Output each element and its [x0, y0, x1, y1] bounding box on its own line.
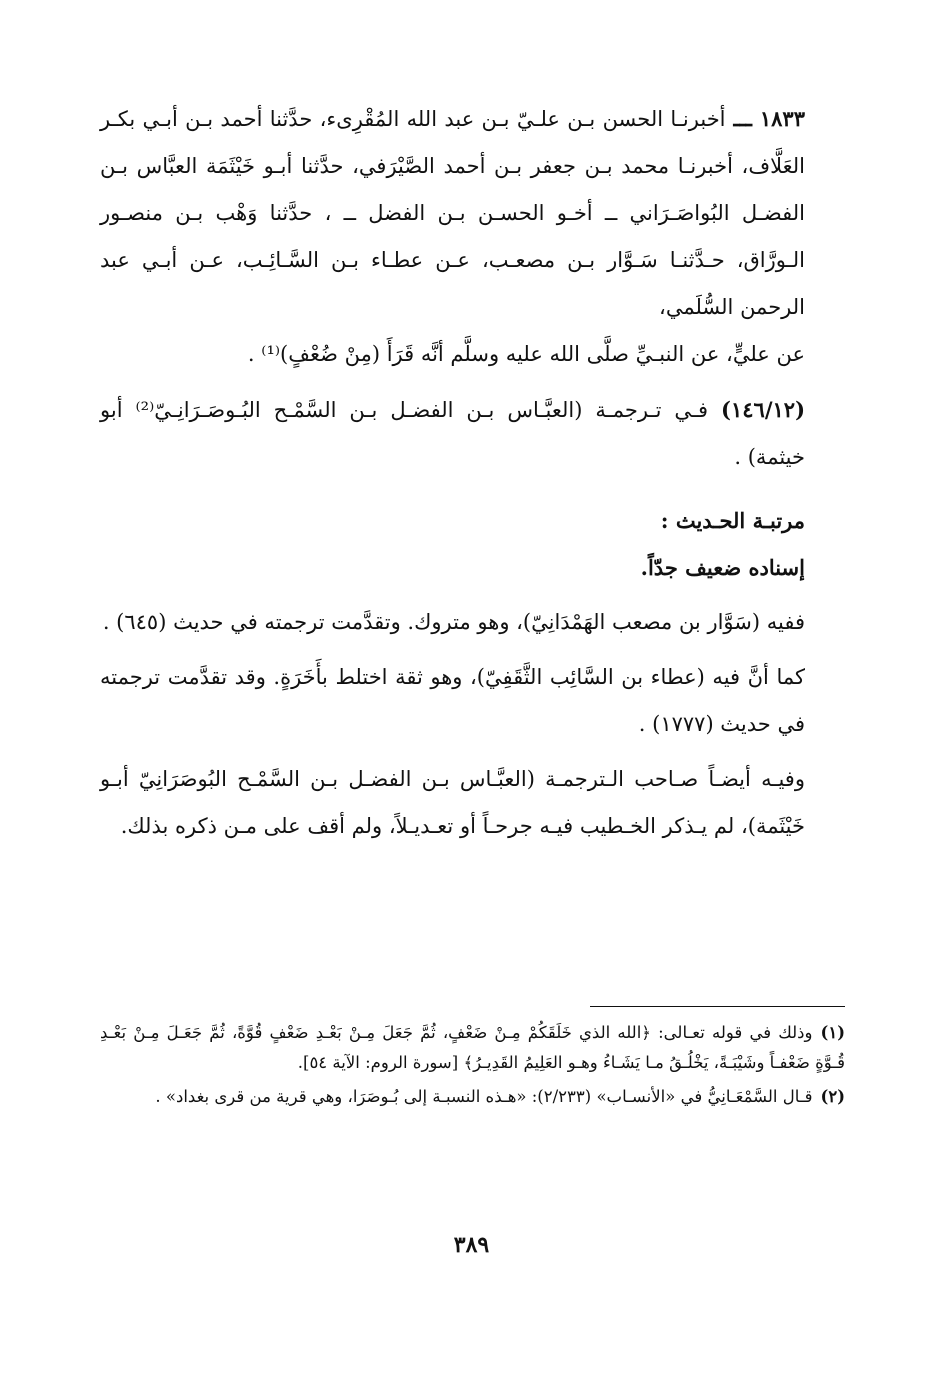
page-number: ٣٨٩ [453, 1232, 490, 1258]
reference-text: فـي تـرجمـة (العبَّـاس بـن الفضـل بـن السَّمْـح البُـوصَـرَانِـيّ⁽²⁾ أبو خيثمة) . [100, 398, 805, 469]
main-text [100, 95, 845, 850]
grading-heading: مرتبـة الحـديث : [660, 508, 805, 533]
footnote-separator [590, 1006, 845, 1007]
grading-paragraph-3: وفيـه أيضـاً صـاحب الـترجمـة (العبَّـاس بـن الفضـل بـن السَّمْـح البُوصَرَانِيّ أبـو خَيْثَمة)، لم يـذكر الخـطيب فيـه جرحـاً أو تعـديـلاً، ولم أقف على مـن ذكره بذلك. [100, 767, 805, 838]
footnote-1-text: وذلك في قوله تعـالى: ﴿الله الذي خَلَقَكُمْ مِـنْ ضَعْفٍ، ثُمَّ جَعَلَ مِـنْ بَعْـدِ ضَعْفٍ قُوَّةً، ثُمَّ جَعَـلَ مِـنْ بَعْـدِ قُـوَّةٍ ضَعْفـاً وشَيْبَـةً، يَخْلُـقُ مـا يَشَـاءُ وهـو العَلِيمُ القَدِيـرُ﴾ [سورة الروم: الآية ٥٤]. [100, 1023, 845, 1072]
hadith-isnad [100, 95, 845, 331]
hadith-number: ١٨٣٣ [759, 106, 805, 131]
reference-number: (١٤٦/١٢) [721, 397, 805, 422]
grading-paragraph-2: كما أنَّ فيه (عطاء بن السَّائِب الثَّقَفِيّ)، وهو ثقة اختلط بأَخَرَةٍ. وقد تقدَّمت ترجمته في حديث (١٧٧٧) . [100, 665, 805, 736]
footnote-separator-wrap [100, 1006, 845, 1007]
hadith-reference [100, 386, 845, 481]
footnotes [100, 1018, 845, 1116]
footnote-2-mark: (٢) [820, 1087, 845, 1106]
grading-verdict: إسناده ضعيف جدّاً. [640, 555, 805, 580]
hadith-isnad-text: أخبرنـا الحسن بـن علـيّ بـن عبد الله المُقْرِىء، حدَّثنا أحمد بـن أبـي بكـر العَلَّاف، أخبرنـا محمد بـن جعفر بـن أحمد الصَّيْرَفي، حدَّثنا أبـو خَيْثَمَة العبَّاس بـن الفضـل البُواصَـرَاني ــ أخـو الحسـن بـن الفضل ــ ، حدَّثنا وَهْب بـن منصـور الـورَّاق، حـدَّثنـا سَـوَّار بـن مصعـب، عـن عطـاء بـن السَّـائِـب، عـن أبـي عبد الرحمن السُّلَمي، [100, 107, 805, 319]
hadith-matn: عن عليٍّ، عن النبـيِّ صلَّى الله عليه وسلَّم أنَّه قَرَأَ (مِنْ ضُعْفٍ)⁽¹⁾ . [247, 342, 805, 366]
footnote-1 [100, 1018, 845, 1078]
grading-paragraph-1: ففيه (سَوَّار بن مصعب الهَمْدَانِيّ)، وهو متروك. وتقدَّمت ترجمته في حديث (٦٤٥) . [102, 610, 805, 634]
footnote-2-text: قـال السَّمْعَـانِيُّ في «الأنسـاب» (٢/٢٣٣): «هـذه النسبـة إلى بُـوصَرَا، وهي قرية من قرى بغداد» . [155, 1087, 813, 1106]
footnote-2 [100, 1082, 845, 1112]
hadith-dash: ـــ [725, 106, 760, 131]
footnote-1-mark: (١) [820, 1023, 845, 1042]
